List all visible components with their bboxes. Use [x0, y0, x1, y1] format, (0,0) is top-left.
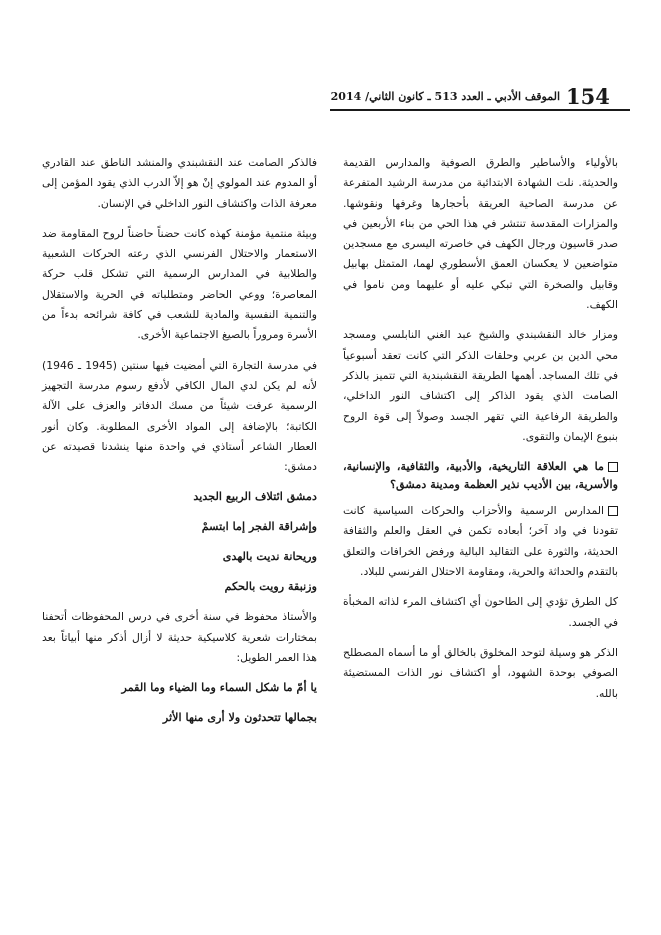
page-number: 154: [566, 84, 610, 109]
paragraph: وبيئة منتمية مؤمنة كهذه كانت حضناً حاضناً لروح المقاومة ضد الاستعمار والاحتلال الفرنسي الذي رعته الحركات الشعبية والطلابية في المدارس الرسمية التي تشكل قلب حركة المعاصرة؛ ووعي الحاضر ومتطلباته في الحرية والاستقلال والتنمية النفسية والمادية للشعب في كافة شرائحه بدءاً من الأسرة ومروراً بالصيغ الاجتماعية الأخرى.: [42, 226, 317, 342]
checkbox-bullet-icon: [608, 462, 618, 472]
poem-verse: يا أمّ ما شكل السماء وما الضياء وما القمر: [121, 680, 317, 695]
checkbox-bullet-icon: [608, 506, 618, 516]
poem-verse: وإشراقة الفجر إما ابتسمْ: [201, 519, 317, 534]
paragraph: والأستاذ محفوظ في سنة أخرى في درس المحفوظات أتحفنا بمختارات شعرية كلاسيكية حديثة لا أزال أذكر منها أبياتاً بعد هذا العمر الطويل:: [42, 610, 317, 665]
paragraph: فالذكر الصامت عند النقشبندي والمنشد الناطق عند القادري أو المدوم عند المولوي إنْ هو إلاّ الدرب الذي يقود المؤمن إلى معرفة الذات واكتشاف النور الداخلي في الإنسان.: [42, 156, 317, 210]
right-column: [343, 153, 618, 714]
paragraph: بالأولياء والأساطير والطرق الصوفية والمدارس القديمة والحديثة. نلت الشهادة الابتدائية من مدرسة الرشيد المتفرعة عن مدرسة الصاحية العريقة بأحجارها وغرفها ونقوشها. والمزارات المقدسة تنتشر في هذا الحي من بناء الأربعين في صدر قاسيون ورجال الكهف في خاصرته اليسرى مع مسجدين متواضعين لا يعكسان العمق الأسطوري لهما، المتمثل بهابيل وقابيل والصخرة التي تبكي عليه أو عليهما ومن ناموا في الكهف.: [343, 156, 618, 312]
paragraph: ومزار خالد النقشبندي والشيخ عبد الغني النابلسي ومسجد محي الدين بن عربي وحلقات الذكر التي كانت تعقد أسبوعياً في تلك المساجد. أهمها الطريقة النقشبندية التي تتميز بالذكر الصامت الذي يقود الذاكر إلى اكتشاف النور الداخلي، والطريقة الرفاعية التي تقهر الجسد وصولاً إلى قوة الروح بنبوع الإيمان والتقوى.: [343, 328, 618, 443]
paragraph: [343, 501, 618, 582]
header-rule: [330, 109, 630, 111]
paragraph: الذكر هو وسيلة لتوحد المخلوق بالخالق أو ما أسماه المصطلح الصوفي بوحدة الشهود، أو اكتشاف نور الذات المستضيئة بالله.: [343, 645, 618, 700]
paragraph: في مدرسة التجارة التي أمضيت فيها سنتين (1945 ـ 1946) لأنه لم يكن لدي المال الكافي لأدفع رسوم مدرسة التجهيز الرسمية عرفت شيئاً من مسك الدفاتر والعزف على الآلة الكاتبة؛ بالإضافة إلى المواد الأخرى المطلوبة. وكان أنور العطار الشاعر أستاذي في واحدة منها ينشدنا قصيدته عن دمشق:: [42, 358, 318, 474]
poem-verse: دمشق ائتلاف الربيع الجديد: [193, 489, 317, 504]
poem-verse: وريحانة نديت بالهدى: [222, 549, 317, 564]
section-heading-text: ما هي العلاقة التاريخية، والأدبية، والثقافية، والإنسانية، والأسرية، بين الأديب نذير العظمة ومدينة دمشق؟: [343, 459, 618, 492]
section-heading: [343, 457, 618, 493]
paragraph-text: المدارس الرسمية والأحزاب والحركات السياسية كانت تقودنا في واد آخر؛ أبعاده تكمن في العقل والعلم والثقافة الحديثة، والثورة على التقاليد البالية ورفض الخرافات والتعلق بالتقدم والحداثة والحرية، ومقاومة الاحتلال الفرنسي للبلاد.: [343, 504, 618, 579]
left-column: [42, 153, 317, 738]
paragraph: كل الطرق تؤدي إلى الطاحون أي اكتشاف المرء لذاته المخبأة في الجسد.: [343, 595, 618, 629]
running-header: الموقف الأدبي ـ العدد 513 ـ كانون الثاني/ 2014: [330, 90, 560, 103]
poem-verse: بجمالها تتحدثون ولا أرى منها الأثر: [162, 710, 317, 725]
poem-verse: وزنبقة رويت بالحكم: [224, 579, 317, 594]
